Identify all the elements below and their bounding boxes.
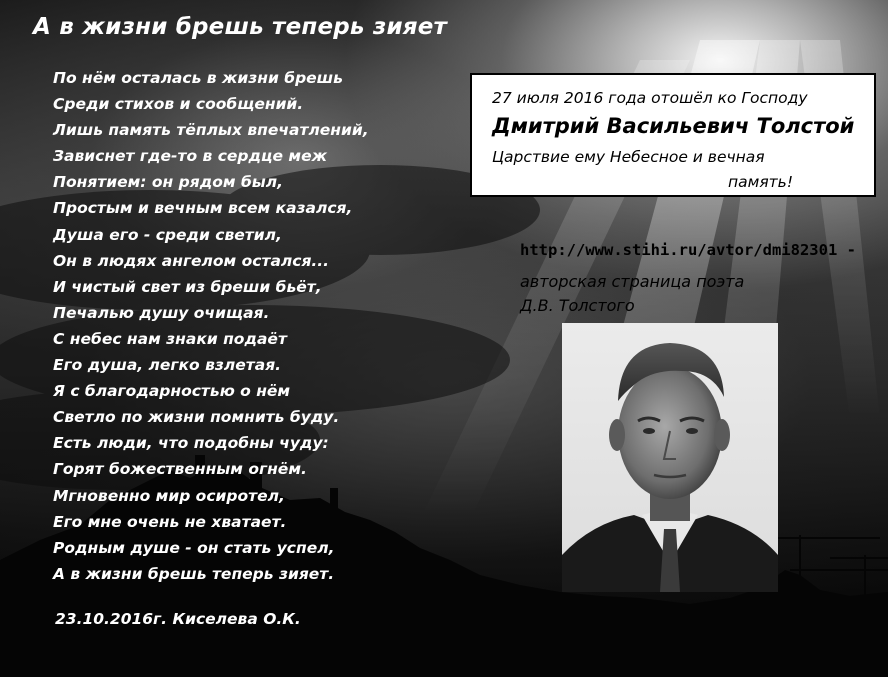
portrait-illustration (562, 323, 778, 592)
memorial-box (470, 73, 876, 197)
poem-line: Душа его - среди светил, (53, 225, 282, 244)
poem-line: Я с благодарностью о нём (53, 382, 291, 401)
poem-signature: 23.10.2016г. Киселева О.К. (55, 610, 301, 628)
memorial-date-line: 27 июля 2016 года отошёл ко Господу (492, 89, 808, 107)
portrait-photo (562, 323, 778, 592)
poem-line: С небес нам знаки подаёт (53, 329, 287, 348)
author-page-link[interactable]: http://www.stihi.ru/avtor/dmi82301 - (520, 241, 856, 259)
poem-line: Простым и вечным всем казался, (53, 199, 353, 218)
poem-line: Понятием: он рядом был, (53, 173, 284, 192)
poem-line: Печалью душу очищая. (53, 303, 270, 322)
poem-line: Есть люди, что подобны чуду: (53, 434, 329, 453)
poem-line: Мгновенно мир осиротел, (53, 486, 285, 505)
poem-text (53, 65, 369, 587)
memorial-prayer-line-1: Царствие ему Небесное и вечная (492, 148, 765, 166)
poem-line: Зависнет где-то в сердце меж (53, 147, 328, 166)
author-caption-line-1: авторская страница поэта (520, 272, 745, 291)
poem-title: А в жизни брешь теперь зияет (33, 14, 448, 40)
poem-line: Его мне очень не хватает. (53, 512, 287, 531)
poem-line: Среди стихов и сообщений. (53, 95, 304, 114)
poem-line: А в жизни брешь теперь зияет. (53, 564, 335, 583)
memorial-prayer-line-2: память! (728, 173, 794, 191)
author-caption (520, 270, 744, 318)
poem-line: И чистый свет из бреши бьёт, (53, 277, 322, 296)
poem-line: Лишь память тёплых впечатлений, (53, 121, 369, 140)
poem-line: Светло по жизни помнить буду. (53, 408, 340, 427)
poem-line: Родным душе - он стать успел, (53, 538, 335, 557)
poem-line: Горят божественным огнём. (53, 460, 307, 479)
poem-line: Его душа, легко взлетая. (53, 356, 282, 375)
author-caption-line-2: Д.В. Толстого (520, 296, 635, 315)
poem-line: Он в людях ангелом остался... (53, 251, 330, 270)
poem-line: По нём осталась в жизни брешь (53, 69, 343, 87)
memorial-name: Дмитрий Васильевич Толстой (492, 114, 855, 138)
